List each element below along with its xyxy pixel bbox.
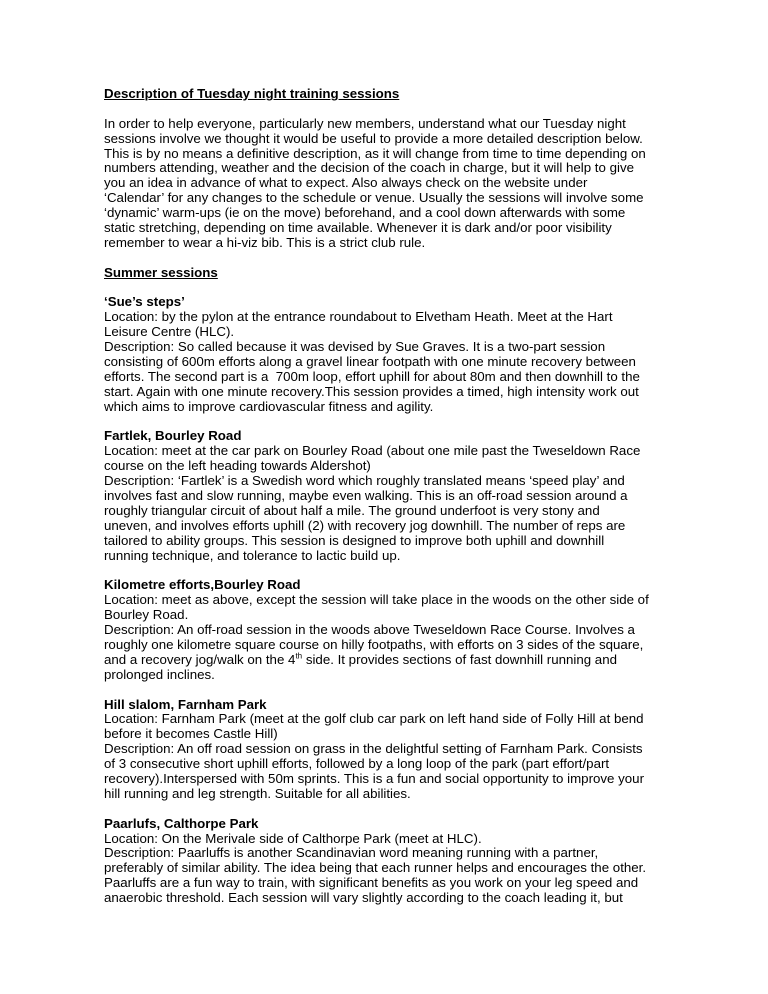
text-line: hill running and leg strength. Suitable for all abilities.	[104, 785, 411, 801]
session-block	[104, 295, 704, 414]
spacer	[104, 564, 704, 579]
text-line: running technique, and tolerance to lactic build up.	[104, 547, 401, 563]
session-heading: Paarlufs, Calthorpe Park	[104, 815, 259, 831]
text-line: numbers attending, weather and the decision of the coach in charge, but it will help to give	[104, 160, 634, 176]
text-line: recovery).Interspersed with 50m sprints. This is a fun and social opportunity to improve your	[104, 770, 644, 786]
text-line: roughly triangular circuit of about half a mile. The ground underfoot is very stony and	[104, 502, 600, 518]
spacer	[104, 251, 704, 266]
text-line: In order to help everyone, particularly new members, understand what our Tuesday night	[104, 115, 626, 131]
text-line: which aims to improve cardiovascular fitness and agility.	[104, 398, 434, 414]
document-page	[104, 87, 704, 906]
text-line: Location: Farnham Park (meet at the golf club car park on left hand side of Folly Hill at bend	[104, 711, 644, 727]
text-line	[104, 653, 704, 668]
spacer	[104, 683, 704, 698]
text-line: preferably of similar ability. The idea being that each runner helps and encourages the other.	[104, 860, 647, 876]
text-line: Description: So called because it was devised by Sue Graves. It is a two-part session	[104, 339, 606, 355]
text-line: you an idea in advance of what to expect. Also always check on the website under	[104, 175, 588, 191]
text-line: Paarluffs are a fun way to train, with significant benefits as you work on your leg speed and	[104, 875, 639, 891]
text-line: of 3 consecutive short uphill efforts, followed by a long loop of the park (part effort/part	[104, 756, 610, 772]
text-line: Location: meet as above, except the session will take place in the woods on the other side of	[104, 592, 649, 608]
session-block	[104, 698, 704, 802]
text-line: Description: An off-road session in the woods above Tweseldown Race Course. Involves a	[104, 622, 635, 638]
spacer	[104, 802, 704, 817]
text-line: ‘dynamic’ warm-ups (ie on the move) beforehand, and a cool down afterwards with some	[104, 205, 626, 221]
document-title: Description of Tuesday night training sessions	[104, 86, 400, 101]
text-line: course on the left heading towards Aldershot)	[104, 458, 371, 474]
intro-paragraph	[104, 117, 704, 251]
session-heading: Hill slalom, Farnham Park	[104, 696, 267, 712]
text-line: Location: On the Merivale side of Calthorpe Park (meet at HLC).	[104, 830, 482, 846]
text-line: efforts. The second part is a 700m loop, effort uphill for about 80m and then downhill to the	[104, 368, 640, 384]
text-line: prolonged inclines.	[104, 666, 215, 682]
session-list	[104, 281, 704, 906]
text-line: involves fast and slow running, maybe even walking. This is an off-road session around a	[104, 488, 628, 504]
text-line: Description: Paarluffs is another Scandinavian word meaning running with a partner,	[104, 845, 599, 861]
text-line: consisting of 600m efforts along a gravel linear footpath with one minute recovery between	[104, 354, 636, 370]
session-heading: Fartlek, Bourley Road	[104, 428, 242, 444]
text-span: and a recovery jog/walk on the 4	[104, 651, 296, 667]
text-line: ‘Calendar’ for any changes to the schedule or venue. Usually the sessions will involve some	[104, 190, 644, 206]
text-line: This is by no means a definitive description, as it will change from time to time depending on	[104, 145, 646, 161]
text-line: Bourley Road.	[104, 607, 189, 623]
spacer	[104, 102, 704, 117]
text-line: before it becomes Castle Hill)	[104, 726, 278, 742]
section-heading-summer: Summer sessions	[104, 264, 218, 280]
text-line: sessions involve we thought it would be useful to provide a more detailed description below.	[104, 130, 643, 146]
text-line: Location: by the pylon at the entrance roundabout to Elvetham Heath. Meet at the Hart	[104, 309, 613, 325]
session-block	[104, 429, 704, 563]
text-line: Location: meet at the car park on Bourley Road (about one mile past the Tweseldown Race	[104, 443, 641, 459]
text-line: Leisure Centre (HLC).	[104, 324, 235, 340]
superscript: th	[295, 651, 303, 661]
text-line: start. Again with one minute recovery.This session provides a timed, high intensity work out	[104, 383, 639, 399]
session-heading: ‘Sue’s steps’	[104, 294, 185, 310]
text-line: Description: An off road session on grass in the delightful setting of Farnham Park. Consists	[104, 741, 643, 757]
text-span: side. It provides sections of fast downhill running and	[302, 651, 617, 667]
spacer	[104, 415, 704, 430]
session-block	[104, 817, 704, 906]
spacer	[104, 281, 704, 296]
text-line: Description: ‘Fartlek’ is a Swedish word which roughly translated means ‘speed play’ and	[104, 473, 625, 489]
text-line: roughly one kilometre square course on hilly footpaths, with efforts on 3 sides of the square,	[104, 636, 644, 652]
text-line: static stretching, depending on time available. Whenever it is dark and/or poor visibility	[104, 220, 612, 236]
text-line: anaerobic threshold. Each session will vary slightly according to the coach leading it, but	[104, 890, 623, 906]
text-line: remember to wear a hi-viz bib. This is a strict club rule.	[104, 234, 426, 250]
text-line: tailored to ability groups. This session is designed to improve both uphill and downhill	[104, 532, 605, 548]
session-block	[104, 578, 704, 682]
text-line: uneven, and involves efforts uphill (2) with recovery jog downhill. The number of reps are	[104, 517, 626, 533]
session-heading: Kilometre efforts,Bourley Road	[104, 577, 301, 593]
